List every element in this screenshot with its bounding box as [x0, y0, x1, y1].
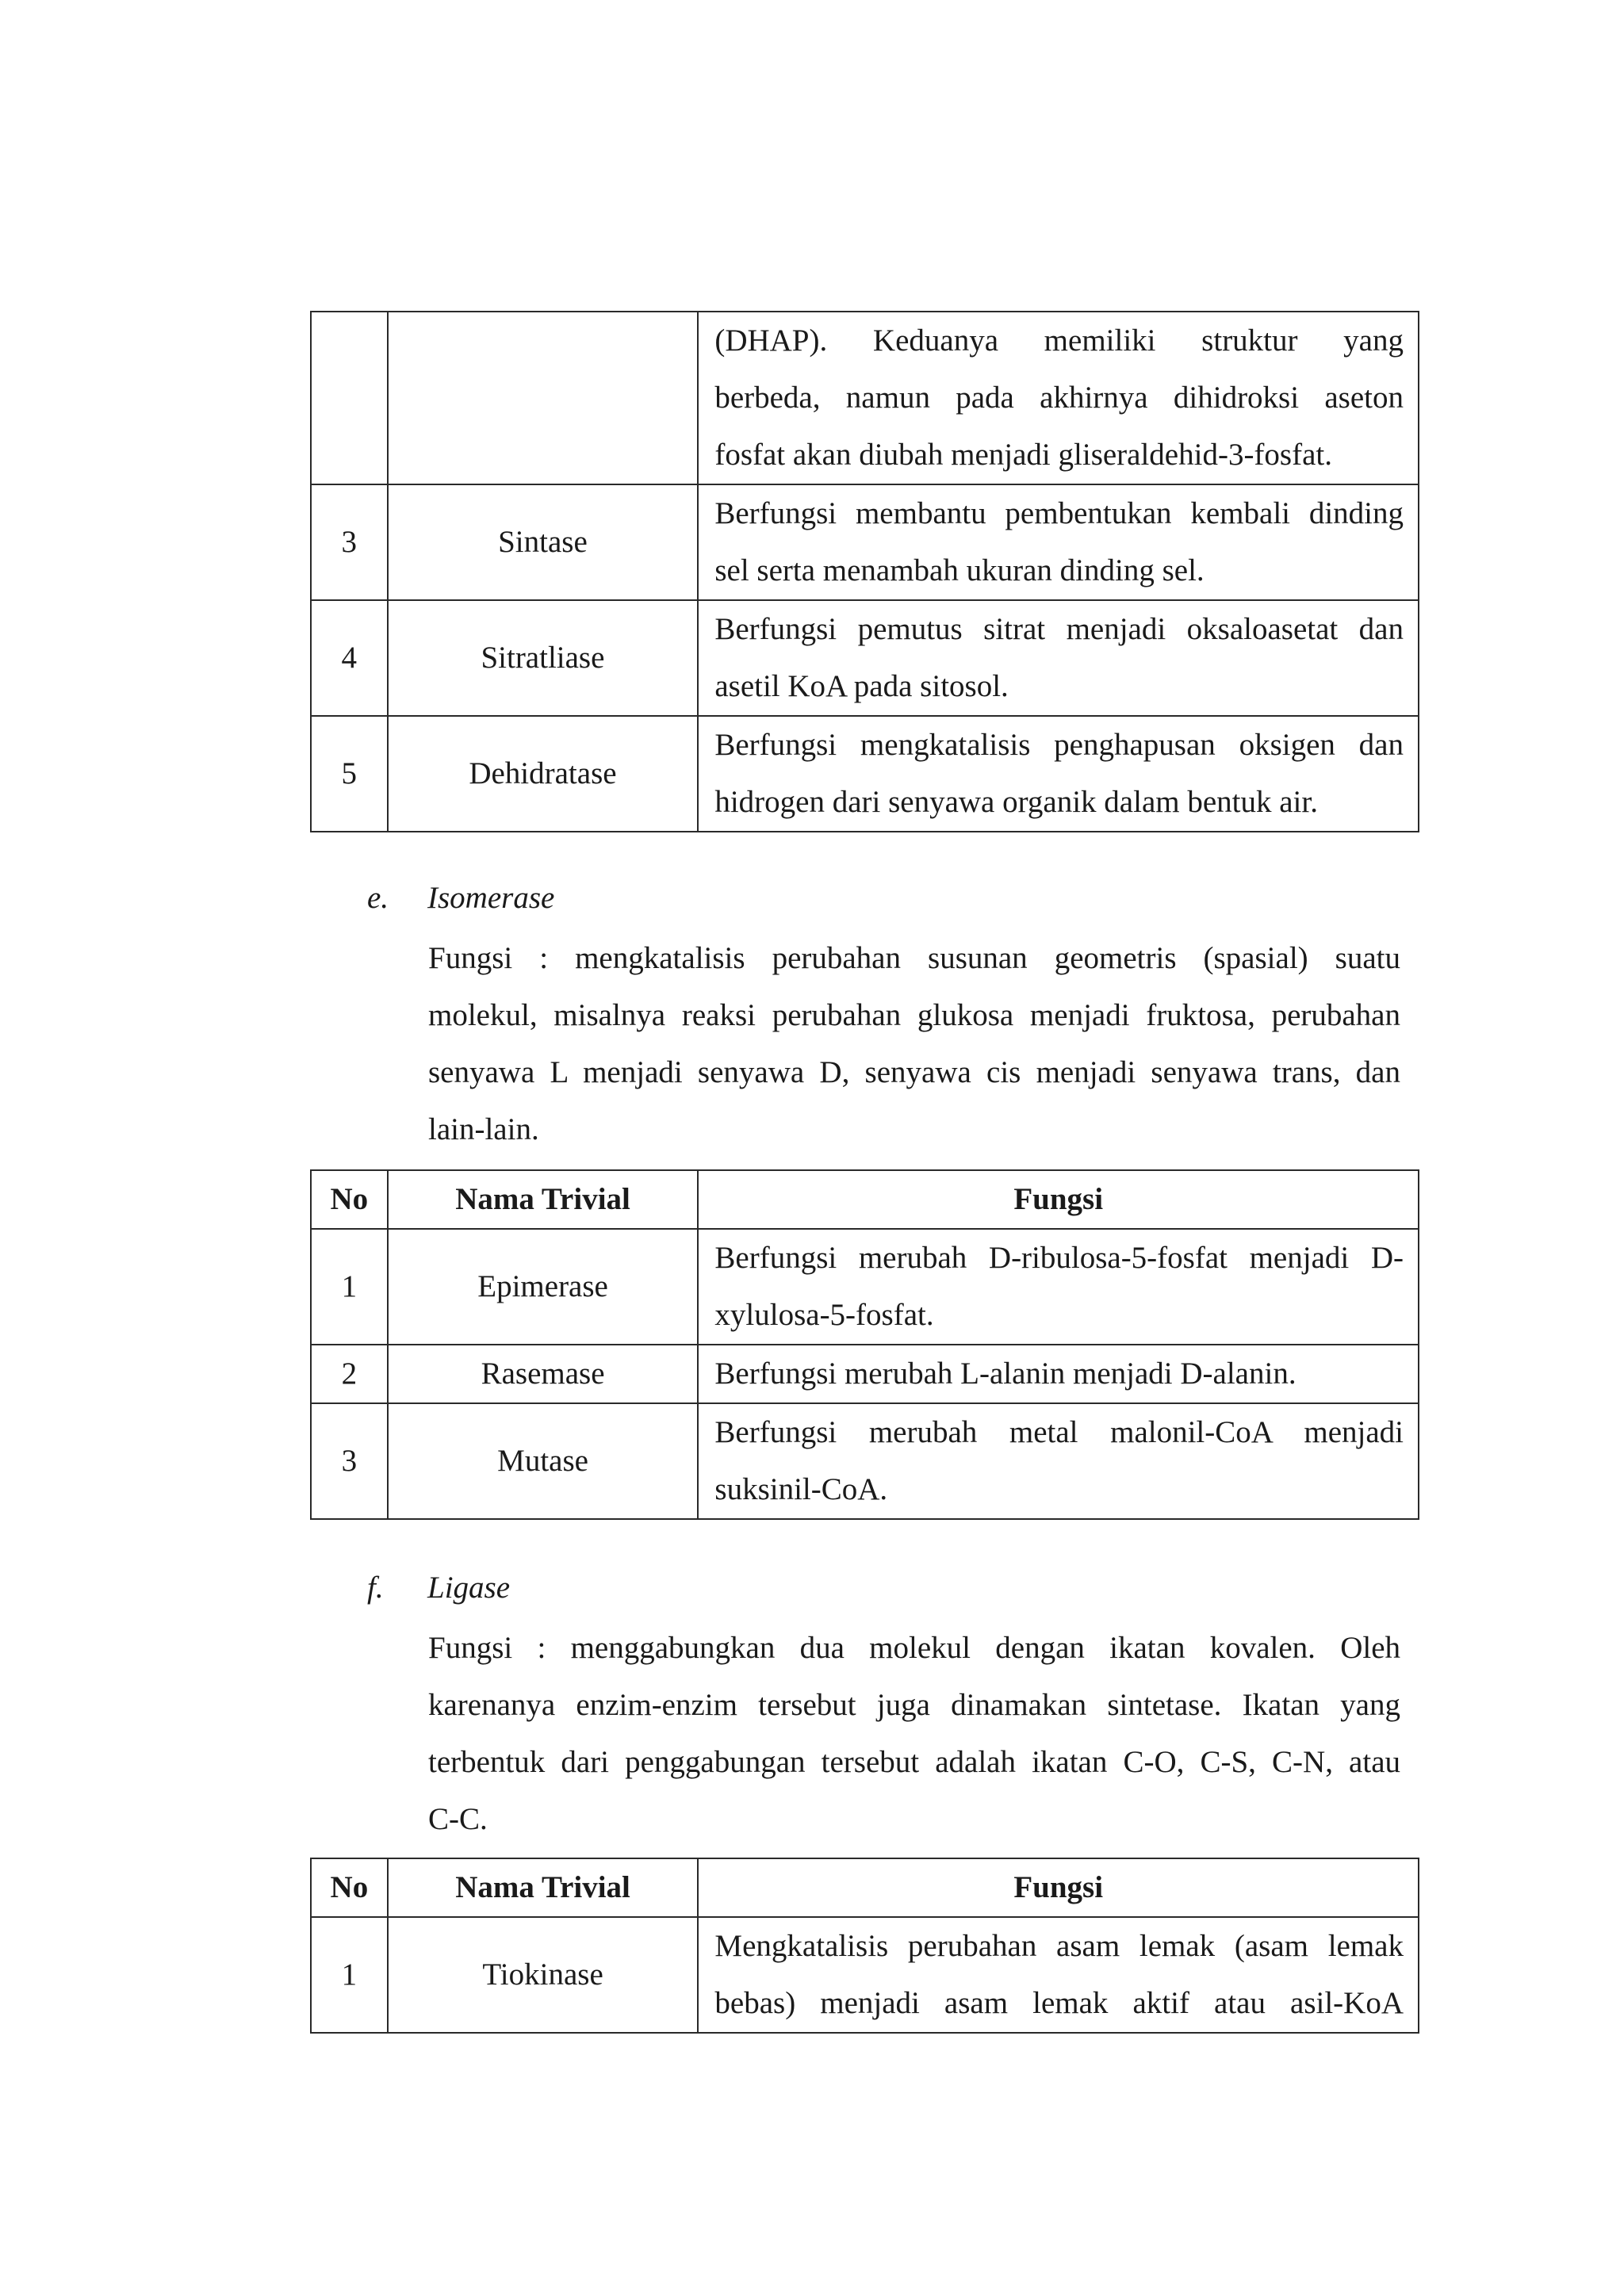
table-row — [311, 312, 1419, 484]
enzyme-function — [698, 716, 1419, 832]
table-row — [311, 1917, 1419, 2033]
function-line: bebas) menjadi asam lemak aktif atau asil-KoA — [714, 1986, 1404, 2020]
header-function: Fungsi — [698, 1858, 1419, 1917]
enzyme-name: Sitratliase — [388, 600, 699, 716]
table-continuation — [310, 311, 1419, 832]
enzyme-name: Epimerase — [388, 1229, 699, 1345]
header-no: No — [311, 1170, 388, 1229]
paragraph-line: Fungsi : menggabungkan dua molekul dengan ikatan kovalen. Oleh — [428, 1631, 1400, 1665]
function-line: hidrogen dari senyawa organik dalam bentuk air. — [714, 785, 1318, 819]
table-header-row — [311, 1858, 1419, 1917]
section-description — [428, 930, 1400, 1158]
paragraph-line: lain-lain. — [428, 1112, 539, 1146]
function-line: Berfungsi pemutus sitrat menjadi oksaloasetat dan — [714, 612, 1404, 646]
function-line: (DHAP). Keduanya memiliki struktur yang — [714, 323, 1404, 358]
table-isomerase — [310, 1169, 1419, 1520]
enzyme-name — [388, 312, 699, 484]
enzyme-function — [698, 484, 1419, 600]
header-name: Nama Trivial — [388, 1858, 699, 1917]
section-letter: e. — [367, 881, 389, 915]
paragraph-line: karenanya enzim-enzim tersebut juga dinamakan sintetase. Ikatan yang — [428, 1688, 1400, 1722]
row-number: 1 — [311, 1917, 388, 2033]
paragraph-line: molekul, misalnya reaksi perubahan glukosa menjadi fruktosa, perubahan — [428, 998, 1400, 1032]
function-line: xylulosa-5-fosfat. — [714, 1298, 934, 1332]
paragraph-line: senyawa L menjadi senyawa D, senyawa cis menjadi senyawa trans, dan — [428, 1055, 1400, 1089]
row-number: 1 — [311, 1229, 388, 1345]
function-line: Berfungsi merubah L-alanin menjadi D-alanin. — [714, 1357, 1297, 1391]
function-line: Berfungsi merubah metal malonil-CoA menjadi — [714, 1415, 1404, 1449]
section-title: Isomerase — [427, 881, 555, 915]
row-number: 3 — [311, 1403, 388, 1519]
function-line: sel serta menambah ukuran dinding sel. — [714, 553, 1205, 587]
enzyme-name: Dehidratase — [388, 716, 699, 832]
function-line: Berfungsi membantu pembentukan kembali dinding — [714, 496, 1404, 530]
function-line: fosfat akan diubah menjadi gliseraldehid-3-fosfat. — [714, 438, 1332, 472]
enzyme-name: Rasemase — [388, 1345, 699, 1403]
table-row — [311, 1403, 1419, 1519]
row-number: 4 — [311, 600, 388, 716]
function-line: Berfungsi mengkatalisis penghapusan oksigen dan — [714, 728, 1404, 762]
table-row — [311, 484, 1419, 600]
row-number — [311, 312, 388, 484]
function-line: Berfungsi merubah D-ribulosa-5-fosfat menjadi D- — [714, 1241, 1404, 1275]
paragraph-line: C-C. — [428, 1802, 488, 1836]
function-line: berbeda, namun pada akhirnya dihidroksi aseton — [714, 381, 1404, 415]
enzyme-function — [698, 1917, 1419, 2033]
section-description — [428, 1620, 1400, 1848]
enzyme-name: Mutase — [388, 1403, 699, 1519]
enzyme-name: Tiokinase — [388, 1917, 699, 2033]
enzyme-function — [698, 1229, 1419, 1345]
paragraph-line: Fungsi : mengkatalisis perubahan susunan geometris (spasial) suatu — [428, 941, 1400, 975]
table-row — [311, 716, 1419, 832]
function-line: Mengkatalisis perubahan asam lemak (asam lemak — [714, 1929, 1404, 1963]
enzyme-name: Sintase — [388, 484, 699, 600]
paragraph-line: terbentuk dari penggabungan tersebut adalah ikatan C-O, C-S, C-N, atau — [428, 1745, 1400, 1779]
row-number: 2 — [311, 1345, 388, 1403]
function-line: suksinil-CoA. — [714, 1472, 888, 1506]
header-no: No — [311, 1858, 388, 1917]
enzyme-function — [698, 1403, 1419, 1519]
header-function: Fungsi — [698, 1170, 1419, 1229]
table-ligase — [310, 1858, 1419, 2034]
function-line: asetil KoA pada sitosol. — [714, 669, 1009, 703]
section-title: Ligase — [427, 1571, 511, 1605]
table-row — [311, 1345, 1419, 1403]
section-letter: f. — [367, 1571, 384, 1605]
enzyme-function — [698, 1345, 1419, 1403]
table-row — [311, 600, 1419, 716]
enzyme-function — [698, 600, 1419, 716]
table-header-row — [311, 1170, 1419, 1229]
header-name: Nama Trivial — [388, 1170, 699, 1229]
row-number: 3 — [311, 484, 388, 600]
enzyme-function — [698, 312, 1419, 484]
row-number: 5 — [311, 716, 388, 832]
table-row — [311, 1229, 1419, 1345]
